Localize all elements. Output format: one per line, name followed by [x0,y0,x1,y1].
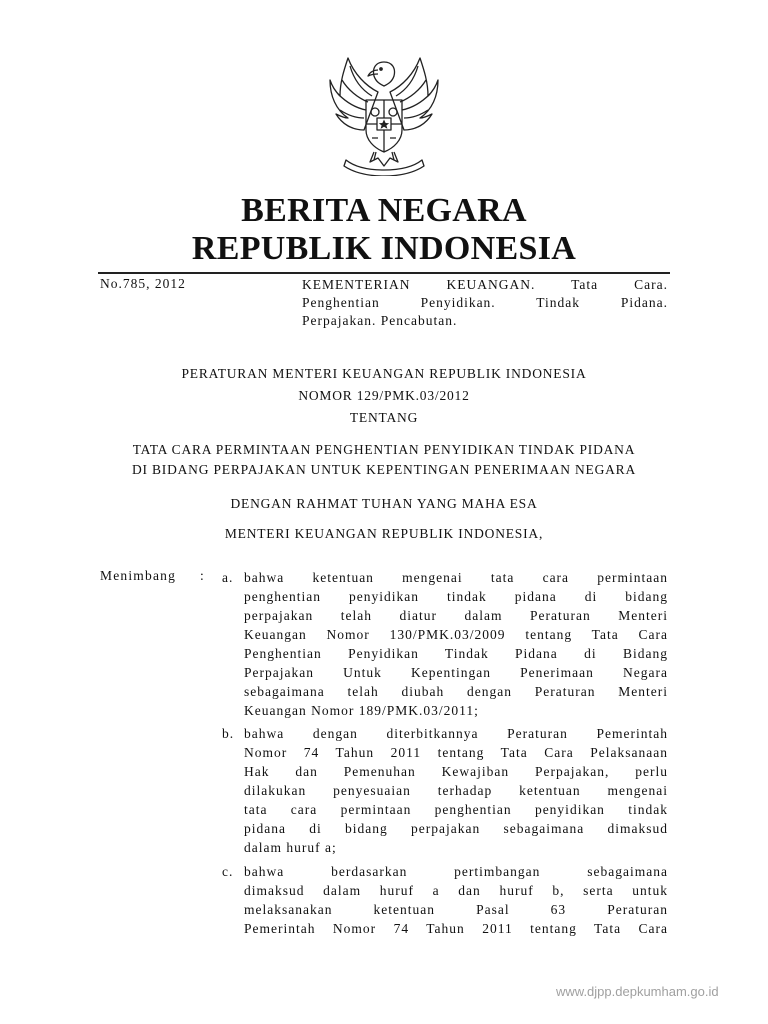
regulation-title-line2: DI BIDANG PERPAJAKAN UNTUK KEPENTINGAN PENERIMAAN NEGARA [131,462,637,477]
item-line: penghentian penyidikan tindak pidana di bidang [244,589,668,604]
subject-line: Penghentian Penyidikan. Tindak Pidana. [302,295,668,310]
item-letter: a. [222,570,234,585]
regulation-heading: PERATURAN MENTERI KEUANGAN REPUBLIK INDONESIA [181,366,587,381]
header-divider [98,272,670,274]
subject-line: Perpajakan. Pencabutan. [302,313,458,328]
gazette-subject [302,276,668,330]
minister-line: MENTERI KEUANGAN REPUBLIK INDONESIA, [224,526,544,541]
gazette-title-line2: REPUBLIK INDONESIA [191,230,577,267]
item-line: Perpajakan Untuk Kepentingan Penerimaan Negara [244,665,668,680]
item-line: perpajakan telah diatur dalam Peraturan Menteri [244,608,668,623]
considerations-label: Menimbang [100,568,177,583]
item-letter: c. [222,864,234,879]
item-line: bahwa dengan diterbitkannya Peraturan Pemerintah [244,726,668,741]
regulation-title-line1: TATA CARA PERMINTAAN PENGHENTIAN PENYIDIKAN TINDAK PIDANA [132,442,636,457]
subject-line: KEMENTERIAN KEUANGAN. Tata Cara. [302,277,668,292]
considerations-colon: : [200,568,204,583]
regulation-number: NOMOR 129/PMK.03/2012 [298,388,470,403]
item-letter: b. [222,726,235,741]
item-line: melaksanakan ketentuan Pasal 63 Peraturan [244,902,668,917]
item-line: bahwa ketentuan mengenai tata cara permintaan [244,570,668,585]
item-line: tata cara permintaan penghentian penyidikan tindak [244,802,668,817]
watermark-link[interactable]: www.djpp.depkumham.go.id [556,984,719,999]
invocation: DENGAN RAHMAT TUHAN YANG MAHA ESA [230,496,538,511]
gazette-number: No.785, 2012 [100,276,186,291]
item-line: Keuangan Nomor 130/PMK.03/2009 tentang Tata Cara [244,627,668,642]
item-line: Nomor 74 Tahun 2011 tentang Tata Cara Pelaksanaan [244,745,668,760]
garuda-emblem-icon [326,52,442,176]
item-line: dimaksud dalam huruf a dan huruf b, serta untuk [244,883,668,898]
item-line: Hak dan Pemenuhan Kewajiban Perpajakan, perlu [244,764,668,779]
item-line: bahwa berdasarkan pertimbangan sebagaimana [244,864,668,879]
regulation-tentang: TENTANG [349,410,419,425]
gazette-title-line1: BERITA NEGARA [241,192,527,229]
item-line: Keuangan Nomor 189/PMK.03/2011; [244,703,479,718]
item-line: Pemerintah Nomor 74 Tahun 2011 tentang Tata Cara [244,921,668,936]
item-line: dalam huruf a; [244,840,337,855]
item-line: pidana di bidang perpajakan sebagaimana dimaksud [244,821,668,836]
item-line: sebagaimana telah diubah dengan Peraturan Menteri [244,684,668,699]
item-line: Penghentian Penyidikan Tindak Pidana di Bidang [244,646,668,661]
item-line: dilakukan penyesuaian terhadap ketentuan mengenai [244,783,668,798]
